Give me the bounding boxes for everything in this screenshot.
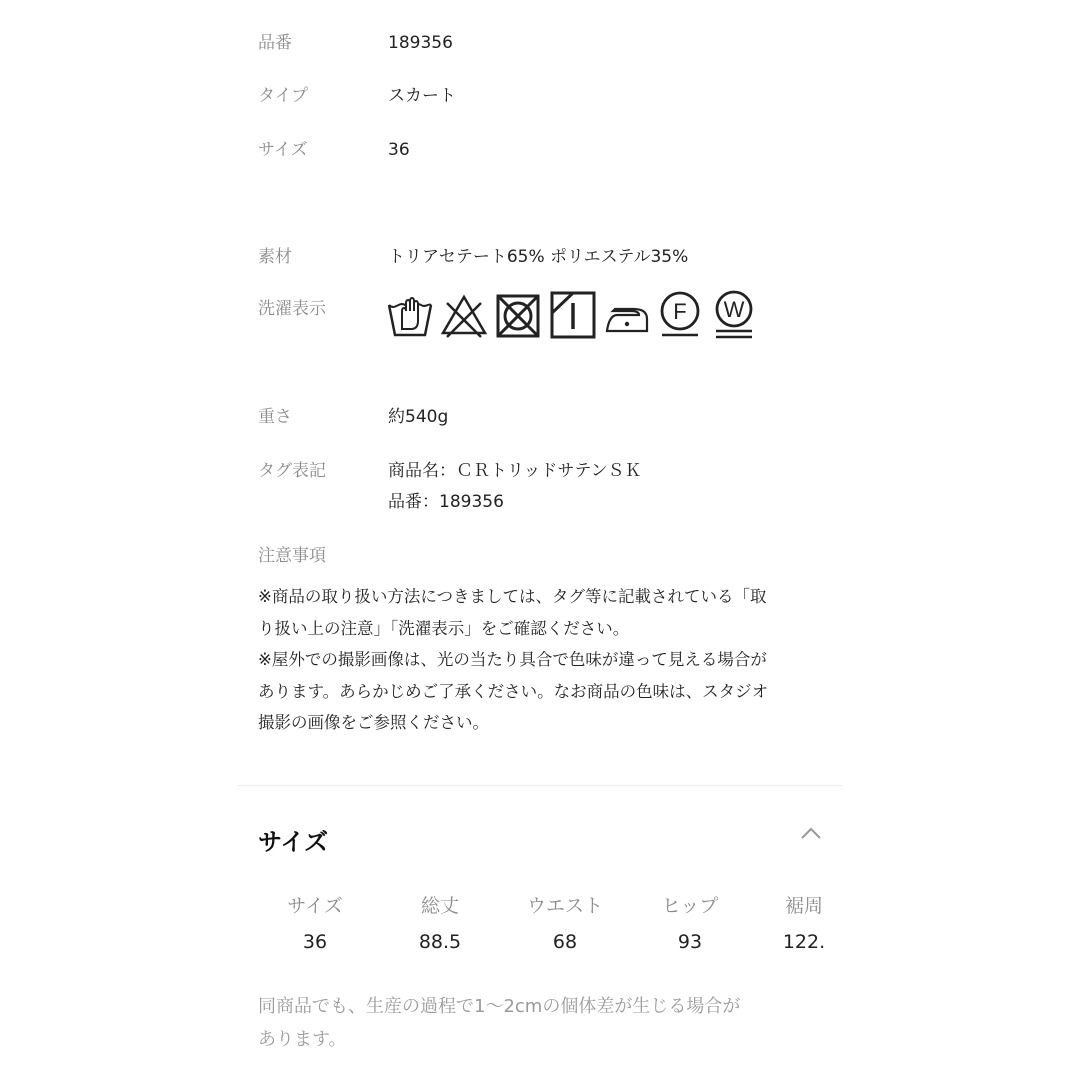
size-column-header: サイズ [287, 895, 343, 917]
wet-clean-w-icon [709, 289, 759, 341]
tag-line: 品番：189356 [388, 492, 504, 512]
size-section-heading: サイズ [258, 828, 329, 856]
size-column-header: ヒップ [661, 895, 719, 917]
size-column [630, 890, 750, 962]
size-cell: 122. [782, 931, 826, 953]
spec-label: サイズ [258, 140, 308, 160]
notes-line: ※屋外での撮影画像は、光の当たり具合で色味が違って見える場合が [258, 650, 767, 669]
notes-body [258, 581, 838, 739]
notes-title: 注意事項 [258, 546, 326, 566]
dry-clean-letter: F [673, 299, 687, 324]
spec-label: 洗濯表示 [258, 299, 326, 319]
spec-label: 重さ [258, 407, 292, 427]
size-column [744, 890, 864, 962]
tag-line: 商品名：ＣＲトリッドサテンＳＫ [388, 461, 642, 481]
spec-value: トリアセテート65% ポリエステル35% [388, 247, 689, 267]
spec-label: タイプ [258, 86, 309, 106]
notes-line: あります。あらかじめご了承ください。なお商品の色味は、スタジオ [258, 681, 769, 701]
spec-value: スカート [388, 86, 456, 106]
size-cell: 88.5 [418, 931, 462, 953]
size-footnote [258, 990, 848, 1056]
spec-value [388, 459, 641, 521]
size-column [505, 890, 625, 962]
spec-value: 約540g [388, 407, 449, 427]
spec-value: 189356 [388, 33, 453, 53]
size-footnote-line: あります。 [258, 1029, 347, 1050]
spec-label: 素材 [258, 247, 292, 267]
hand-wash-icon [385, 289, 435, 341]
dry-clean-f-icon [655, 289, 705, 341]
size-footnote-line: 同商品でも、生産の過程で1〜2cmの個体差が生じる場合が [258, 996, 741, 1017]
spec-value: 36 [388, 140, 410, 160]
wet-clean-letter: W [723, 297, 745, 322]
size-cell: 93 [677, 931, 703, 953]
section-divider [237, 785, 843, 786]
notes-line: り扱い上の注意」「洗濯表示」をご確認ください。 [258, 618, 630, 638]
size-cell: 36 [302, 931, 328, 953]
no-tumble-dry-icon [493, 289, 543, 341]
notes-line: ※商品の取り扱い方法につきましては、タグ等に記載されている「取 [258, 587, 767, 606]
care-symbols [385, 289, 759, 341]
line-dry-icon [547, 289, 597, 341]
chevron-up-icon[interactable] [798, 822, 824, 844]
no-bleach-icon [439, 289, 489, 341]
size-column-header: 裾周 [784, 895, 823, 917]
size-column-header: ウエスト [526, 895, 603, 917]
iron-low-icon [601, 289, 651, 341]
spec-label: タグ表記 [258, 461, 326, 481]
size-cell: 68 [552, 931, 578, 953]
notes-line: 撮影の画像をご参照ください。 [258, 713, 489, 732]
spec-label: 品番 [258, 33, 292, 53]
size-column-header: 総丈 [420, 895, 459, 917]
size-column [380, 890, 500, 962]
size-column [255, 890, 375, 962]
